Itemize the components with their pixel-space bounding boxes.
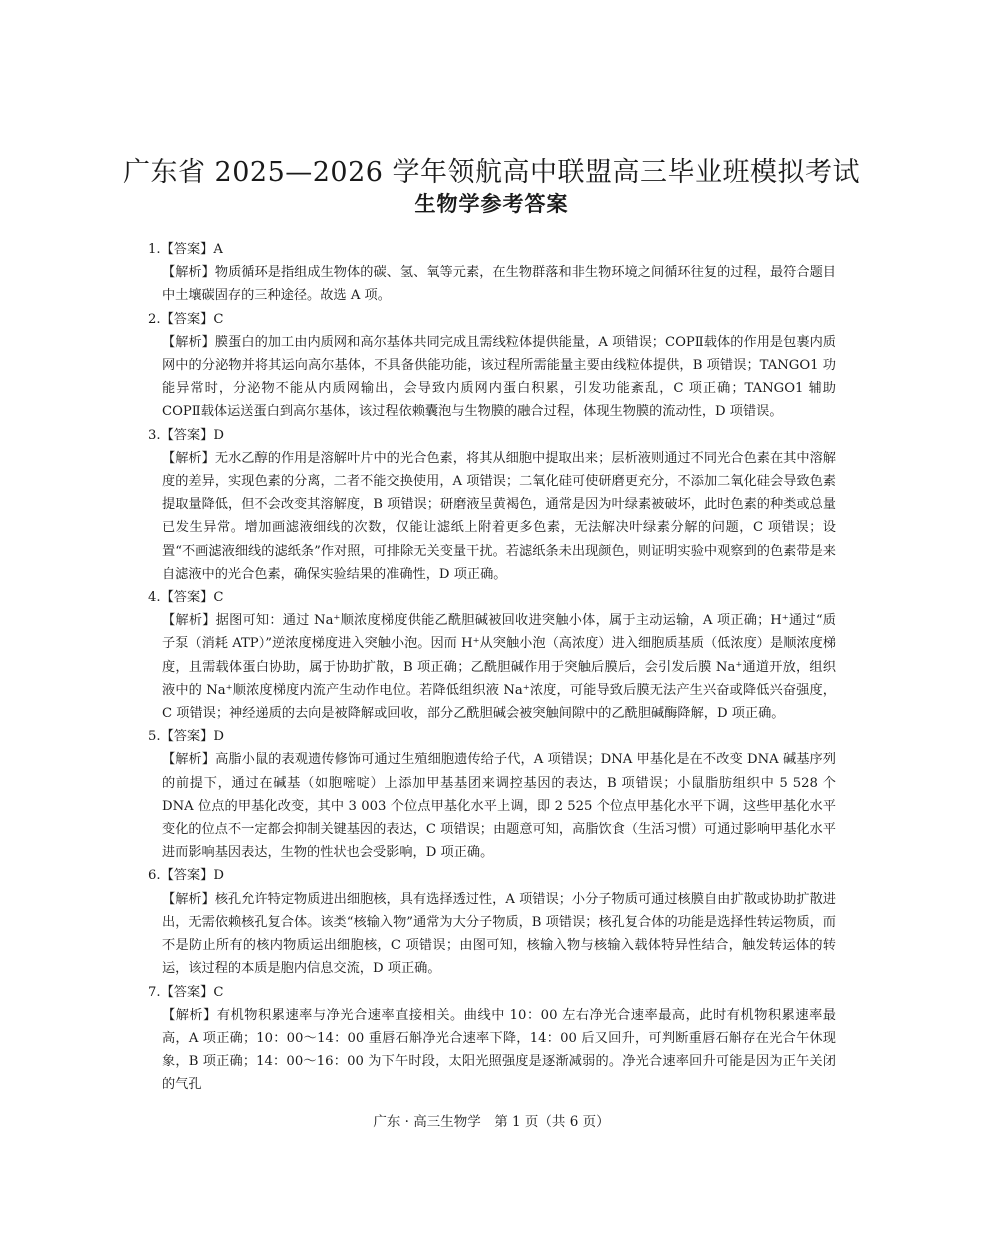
analysis-paragraph: 【解析】膜蛋白的加工由内质网和高尔基体共同完成且需线粒体提供能量，A 项错误；COPⅡ载体的作用是包裹内质网中的分泌物并将其运向高尔基体，不具备供能功能，该过程所需能量主要由线粒体提供，B 项错误；TANGO1 功能异常时，分泌物不能从内质网输出，会导致内质网内蛋白积累，引发功能紊乱，C 项正确；TANGO1 辅助 COPⅡ载体运送蛋白到高尔基体，该过程依赖囊泡与生物膜的融合过程，体现生物膜的流动性，D 项错误。 [162, 334, 836, 420]
analysis-paragraph: 【解析】物质循环是指组成生物体的碳、氢、氧等元素，在生物群落和非生物环境之间循环往复的过程，最符合题目中土壤碳固存的三种途径。故选 A 项。 [162, 265, 836, 304]
analysis-paragraph: 【解析】高脂小鼠的表观遗传修饰可通过生殖细胞遗传给子代，A 项错误；DNA 甲基化是在不改变 DNA 碱基序列的前提下，通过在碱基（如胞嘧啶）上添加甲基基团来调控基因的表达，B 项错误；小鼠脂肪组织中 5 528 个 DNA 位点的甲基化改变，其中 3 003 个位点甲基化水平上调，即 2 525 个位点甲基化水平下调，这些甲基化水平变化的位点不一定都会抑制关键基因的表达，C 项错误；由题意可知，高脂饮食（生活习惯）可通过影响甲基化水平进而影响基因表达，生物的性状也会受影响，D 项正确。 [162, 752, 836, 861]
exam-title: 广东省 2025—2026 学年领航高中联盟高三毕业班模拟考试 [122, 157, 861, 188]
analysis-paragraph: 【解析】据图可知：通过 Na⁺顺浓度梯度供能乙酰胆碱被回收进突触小体，属于主动运输，A 项正确；H⁺通过“质子泵（消耗 ATP）”逆浓度梯度进入突触小泡。因而 H⁺从突触小泡（高浓度）进入细胞质基质（低浓度）是顺浓度梯度，且需载体蛋白协助，属于协助扩散，B 项正确；乙酰胆碱作用于突触后膜后，会引发后膜 Na⁺通道开放，组织液中的 Na⁺顺浓度梯度内流产生动作电位。若降低组织液 Na⁺浓度，可能导致后膜无法产生兴奋或降低兴奋强度，C 项错误；神经递质的去向是被降解或回收，部分乙酰胆碱会被突触间隙中的乙酰胆碱酶降解，D 项正确。 [162, 613, 836, 722]
answer-label: 7.【答案】C [148, 984, 224, 1000]
analysis-paragraph: 【解析】无水乙醇的作用是溶解叶片中的光合色素，将其从细胞中提取出来；层析液则通过不同光合色素在其中溶解度的差异，实现色素的分离，二者不能交换使用，A 项错误；二氧化硅可使研磨更充分，不添加二氧化硅会导致色素提取量降低，但不会改变其溶解度，B 项错误；研磨液呈黄褐色，通常是因为叶绿素被破坏，此时色素的种类或总量已发生异常。增加画滤液细线的次数，仅能让滤纸上附着更多色素，无法解决叶绿素分解的问题，C 项错误；设置“不画滤液细线的滤纸条”作对照，可排除无关变量干扰。若滤纸条未出现颜色，则证明实验中观察到的色素带是来自滤液中的光合色素，确保实验结果的准确性，D 项正确。 [162, 450, 836, 582]
answer-label: 4.【答案】C [148, 590, 224, 606]
answer-label: 6.【答案】D [148, 868, 224, 884]
answer-label: 1.【答案】A [148, 242, 223, 257]
answer-label: 2.【答案】C [148, 311, 224, 327]
document-subtitle: 生物学参考答案 [414, 192, 569, 216]
answer-label: 3.【答案】D [148, 427, 224, 443]
answers-list [148, 238, 836, 1097]
page-footer: 广东 · 高三生物学 第 1 页（共 6 页） [373, 1114, 610, 1130]
answer-label: 5.【答案】D [148, 729, 224, 745]
analysis-paragraph: 【解析】有机物积累速率与净光合速率直接相关。曲线中 10：00 左右净光合速率最高，此时有机物积累速率最高，A 项正确；10：00～14：00 重唇石斛净光合速率下降，14：00 后又回升，可判断重唇石斛存在光合午休现象，B 项正确；14：00～16：00 为下午时段，太阳光照强度是逐渐减弱的。净光合速率回升可能是因为正午关闭的气孔 [162, 1007, 836, 1093]
analysis-paragraph: 【解析】核孔允许特定物质进出细胞核，具有选择透过性，A 项错误；小分子物质可通过核膜自由扩散或协助扩散进出，无需依赖核孔复合体。该类“核输入物”通常为大分子物质，B 项错误；核孔复合体的功能是选择性转运物质，而不是防止所有的核内物质运出细胞核，C 项错误；由图可知，核输入物与核输入载体特异性结合，触发转运体的转运，该过程的本质是胞内信息交流，D 项正确。 [162, 891, 836, 977]
